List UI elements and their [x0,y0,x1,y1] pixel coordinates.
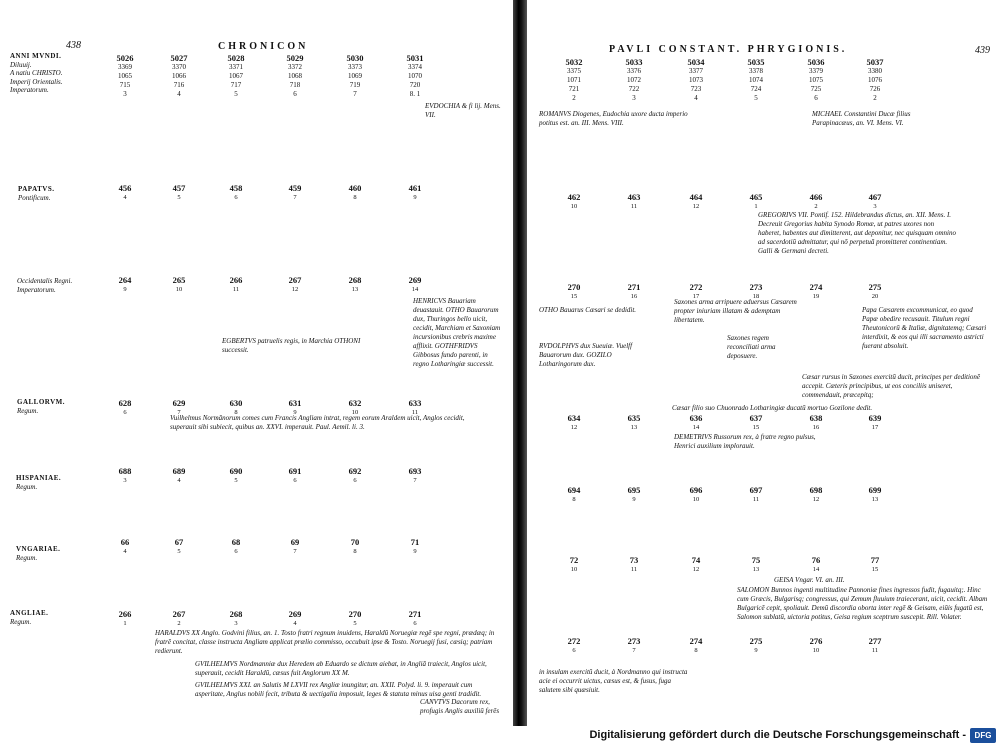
regnal-cell: 15 [752,424,760,431]
header-cell: 3378 [749,67,763,75]
regnal-cell: 8 [353,548,357,555]
year-cell: 76 [811,555,821,565]
header-cell: 5 [234,90,238,98]
year-cell: 465 [749,192,763,202]
left-running-head: CHRONICON [218,41,309,52]
year-cell: 696 [689,485,703,495]
year-cell: 67 [174,537,184,547]
regnal-cell: 6 [234,548,238,555]
regnal-cell: 4 [123,548,127,555]
header-cell: 1074 [749,76,763,84]
header-cell: 3379 [809,67,823,75]
header-cell: 3 [632,94,636,102]
header-cell: 2 [873,94,877,102]
year-cell: 458 [229,183,243,193]
regnal-cell: 6 [413,620,417,627]
year-cell: 633 [408,398,422,408]
header-cell: 1073 [689,76,703,84]
note-gregorius: GREGORIVS VII. Pontif. 152. Hildebrandus dictus, an. XII. Mens. I. Decreuit Gregorius habita Synodo Romæ, ut patres uxores non haberet, habentes aut dimitterent, aut deponitur, nec quisquam omnino ad sacerdotiū admittatur, qui nō perpetuā promitteret continentiam. Galli & Germani decreti. [758,211,956,255]
year-cell: 268 [229,609,243,619]
header-cell: 718 [289,81,301,89]
label-diluvii: Diluuij. [10,60,32,69]
year-cell: 637 [749,413,763,423]
header-cell: 5030 [346,53,364,63]
year-cell: 267 [288,275,302,285]
year-cell: 690 [229,466,243,476]
year-cell: 274 [689,636,703,646]
note-caesar-rursus: Cæsar rursus in Saxones exercitū ducit, principes per deditionē accepit. Cæteris principibus, ut eos conciliis uniseret, commendauit, præcepitq; [802,373,981,399]
regnal-cell: 13 [630,424,638,431]
year-cell: 460 [348,183,362,193]
regnal-cell: 4 [293,620,297,627]
row-papatus-label: PAPATVS. Pontificum. [18,185,55,202]
regnal-cell: 6 [353,477,357,484]
year-cell: 69 [290,537,300,547]
year-cell: 689 [172,466,186,476]
header-cell: 3 [123,90,127,98]
regnal-cell: 10 [812,647,820,654]
note-eudochia: EVDOCHIA & fi lij. Mens. VII. [425,102,501,119]
regnal-cell: 12 [692,566,700,573]
regnal-cell: 12 [692,203,700,210]
regnal-cell: 16 [630,293,638,300]
note-vuilhelmus: Vuilhelmus Normānorum comes cum Francis Angliam intrat, regem eorum Araldem uicit, Anglos cecidit, superauit sibi subiecit, quibus an. XXVI. imperauit. Paul. Aemil. li. 3. [170,414,465,431]
regnal-cell: 9 [754,647,758,654]
year-cell: 68 [231,537,241,547]
note-guilhelmus-2: GVILHELMVS XXI. an Salutis M LXVII rex Angliæ inungitur, an. XXII. Polyd. li. 9. imperauit cum asperitate, Anglus nobili fecit, tributa & uectigalia imposuit, leges & statuta minus uisa genti tradidit. [195,681,482,698]
header-cell: 5037 [866,57,884,67]
note-egbertus: EGBERTVS patruelis regis, in Marchia OTHONI successit. [222,337,361,354]
regnal-cell: 8 [353,194,357,201]
regnal-cell: 14 [692,424,700,431]
regnal-cell: 8 [694,647,698,654]
header-cell: 5035 [747,57,765,67]
year-cell: 692 [348,466,362,476]
regnal-cell: 11 [871,647,879,654]
regnal-cell: 17 [871,424,879,431]
year-cell: 630 [229,398,243,408]
regnal-cell: 5 [177,194,181,201]
year-cell: 688 [118,466,132,476]
note-saxones: Saxones arma arripuere aduersus Cæsarem propter iniuriam illatam & ademptam libertatem. [674,298,797,324]
header-cell: 5033 [625,57,643,67]
year-cell: 275 [868,282,882,292]
left-page [0,0,513,726]
header-cell: 6 [814,94,818,102]
right-page [527,0,1000,726]
row-occidentalis-label: Occidentalis Regni. Imperatorum. [17,277,73,294]
regnal-cell: 13 [752,566,760,573]
regnal-cell: 7 [632,647,636,654]
regnal-cell: 6 [123,409,127,416]
regnal-cell: 12 [291,286,299,293]
header-cell: 1069 [348,72,362,80]
regnal-cell: 16 [812,424,820,431]
year-cell: 698 [809,485,823,495]
regnal-cell: 3 [123,477,127,484]
book-gutter [513,0,527,726]
header-cell: 8. 1 [409,90,421,98]
year-cell: 266 [118,609,132,619]
note-saxones-2: Saxones regem reconciliati arma deposuere. [727,334,776,360]
header-cell: 723 [690,85,702,93]
note-guilhelmus-1: GVILHELMVS Nordmanniæ dux Heredem ab Eduardo se dictum aiebat, in Angliā traiecit, Anglos uicit, superauit, cecidit Haraldū, cæsus fuit Anglorum XX M. [195,660,487,677]
regnal-cell: 12 [570,424,578,431]
header-cell: 3380 [868,67,882,75]
note-rudolphus: RVDOLPHVS dux Sueuiæ. Vuelff Bauarorum dux. GOZILO Lotharingorum dux. [539,342,633,368]
year-cell: 635 [627,413,641,423]
note-haraldus: HARALDVS XX Anglo. Godvini filius, an. 1. Tosto fratri regnum inuidens, Haraldū Noruegiæ regē spe regni, prædæq; in fratrē concitat, classe instructa Angliam applicat prælio commisso, occubuit ipse & Tosto. Noruegij fusi, cæsiq; patriam redierunt. [155,629,495,655]
header-cell: 4 [694,94,698,102]
year-cell: 629 [172,398,186,408]
year-cell: 271 [408,609,422,619]
header-cell: 3372 [288,63,302,71]
regnal-cell: 5 [234,477,238,484]
header-cell: 1068 [288,72,302,80]
year-cell: 266 [229,275,243,285]
regnal-cell: 9 [293,409,297,416]
header-cell: 725 [810,85,822,93]
year-cell: 463 [627,192,641,202]
year-cell: 277 [868,636,882,646]
note-papa: Papa Cæsarem excommunicat, eo quod Papæ obedire recusauit. Titulum regni Theutonicorū & Italiæ, dignitatemq; Cæsari interdixit, & eos qui illi sacramento astricti fuerant absoluit. [862,306,987,350]
year-cell: 269 [288,609,302,619]
header-labels [10,52,63,95]
header-cell: 1071 [567,76,581,84]
regnal-cell: 11 [752,496,760,503]
year-cell: 464 [689,192,703,202]
regnal-cell: 15 [570,293,578,300]
regnal-cell: 10 [175,286,183,293]
year-cell: 699 [868,485,882,495]
dfg-logo: DFG [970,728,996,743]
header-cell: 1070 [408,72,422,80]
header-cell: 5032 [565,57,583,67]
note-insulam: in insulam exercitū ducit, à Nordmanno qui instructa acie ei occurrit uictus, cæsus est, & fusus, fuga salutem sibi quæsiuit. [539,668,688,694]
regnal-cell: 11 [232,286,240,293]
regnal-cell: 8 [572,496,576,503]
header-cell: 7 [353,90,357,98]
year-cell: 72 [569,555,579,565]
year-cell: 271 [627,282,641,292]
year-cell: 695 [627,485,641,495]
regnal-cell: 11 [630,203,638,210]
year-cell: 462 [567,192,581,202]
note-demetrius: DEMETRIVS Russorum rex, à fratre regno pulsus, Henrici auxilium implorauit. [674,433,816,450]
regnal-cell: 10 [692,496,700,503]
year-cell: 457 [172,183,186,193]
label-a-natiu-christo: A natiu CHRISTO. [10,69,63,77]
regnal-cell: 10 [570,203,578,210]
regnal-cell: 9 [413,548,417,555]
header-cell: 1067 [229,72,243,80]
header-cell: 3370 [172,63,186,71]
header-cell: 1072 [627,76,641,84]
regnal-cell: 6 [572,647,576,654]
regnal-cell: 14 [411,286,419,293]
header-cell: 5028 [227,53,245,63]
year-cell: 697 [749,485,763,495]
header-cell: 3375 [567,67,581,75]
note-otho: OTHO Bauarus Cæsari se dedidit. [539,306,637,314]
header-cell: 5034 [687,57,705,67]
header-cell: 3369 [118,63,132,71]
year-cell: 634 [567,413,581,423]
header-cell: 5036 [807,57,825,67]
regnal-cell: 5 [353,620,357,627]
year-cell: 461 [408,183,422,193]
year-cell: 70 [350,537,360,547]
regnal-cell: 4 [123,194,127,201]
year-cell: 638 [809,413,823,423]
year-cell: 467 [868,192,882,202]
row-vngariae-label: VNGARIAE. Regum. [16,545,61,562]
year-cell: 272 [689,282,703,292]
header-cell: 5 [754,94,758,102]
row-hispaniae-label: HISPANIAE. Regum. [16,474,62,491]
year-cell: 270 [567,282,581,292]
regnal-cell: 6 [234,194,238,201]
year-cell: 693 [408,466,422,476]
year-cell: 691 [288,466,302,476]
regnal-cell: 9 [123,286,127,293]
year-cell: 272 [567,636,581,646]
header-cell: 720 [409,81,421,89]
header-cell: 721 [568,85,580,93]
note-caesar-filio: Cæsar filio suo Chuonrado Lotharingiæ ducatū mortuo Gozilone dedit. [672,404,873,412]
header-cell: 722 [628,85,640,93]
regnal-cell: 5 [177,548,181,555]
header-cell: 3371 [229,63,243,71]
header-cell: 724 [750,85,762,93]
header-cell: 4 [177,90,181,98]
regnal-cell: 18 [752,293,760,300]
year-cell: 267 [172,609,186,619]
regnal-cell: 15 [871,566,879,573]
regnal-cell: 14 [812,566,820,573]
regnal-cell: 11 [411,409,419,416]
right-running-head: PAVLI CONSTANT. PHRYGIONIS. [609,44,848,55]
year-cell: 636 [689,413,703,423]
note-salomon: SALOMON Bunnos ingenti multitudine Pannoniæ fines ingressos fudit, fugauitq;. Hinc cum Græcis, Bulgarisq; congressus, qui Zemum fluuium traiecerant, uicit, cecidit. Albam Bulgaricē cepit, spoliauit. Demū discordia oborta inter regē & Geisam, eiūis fugatū est, Salomon sublatū, uictoria potitus, Geisa regium sceptrum suscepit. Rill. Volater. [737,586,988,621]
header-cell: 1076 [868,76,882,84]
regnal-cell: 1 [123,620,127,627]
year-cell: 73 [629,555,639,565]
left-page-number: 438 [66,40,81,51]
year-cell: 66 [120,537,130,547]
regnal-cell: 8 [234,409,238,416]
year-cell: 274 [809,282,823,292]
year-cell: 265 [172,275,186,285]
regnal-cell: 3 [234,620,238,627]
label-imperatorum: Imperatorum. [10,86,49,94]
year-cell: 466 [809,192,823,202]
year-cell: 71 [410,537,420,547]
regnal-cell: 1 [754,203,758,210]
header-cell: 3374 [408,63,422,71]
year-cell: 275 [749,636,763,646]
header-cell: 715 [119,81,131,89]
regnal-cell: 10 [570,566,578,573]
regnal-cell: 4 [177,477,181,484]
header-cell: 5031 [406,53,424,63]
header-cell: 3373 [348,63,362,71]
header-cell: 716 [173,81,185,89]
regnal-cell: 17 [692,293,700,300]
regnal-cell: 9 [632,496,636,503]
right-page-number: 439 [975,45,990,56]
regnal-cell: 6 [293,477,297,484]
year-cell: 628 [118,398,132,408]
year-cell: 456 [118,183,132,193]
regnal-cell: 9 [413,194,417,201]
year-cell: 273 [749,282,763,292]
year-cell: 75 [751,555,761,565]
regnal-cell: 7 [293,548,297,555]
regnal-cell: 3 [873,203,877,210]
note-romanus: ROMANVS Diogenes, Eudochia uxore ducta imperio potitus est. an. III. Mens. VIII. [539,110,688,127]
year-cell: 631 [288,398,302,408]
regnal-cell: 7 [413,477,417,484]
regnal-cell: 19 [812,293,820,300]
header-cell: 6 [293,90,297,98]
header-cell: 5026 [116,53,134,63]
regnal-cell: 7 [177,409,181,416]
year-cell: 77 [870,555,880,565]
year-cell: 276 [809,636,823,646]
footer-credit: Digitalisierung gefördert durch die Deutsche Forschungsgemeinschaft - [589,729,966,741]
header-cell: 1065 [118,72,132,80]
regnal-cell: 2 [814,203,818,210]
year-cell: 632 [348,398,362,408]
regnal-cell: 11 [630,566,638,573]
regnal-cell: 13 [871,496,879,503]
regnal-cell: 7 [293,194,297,201]
regnal-cell: 12 [812,496,820,503]
regnal-cell: 20 [871,293,879,300]
header-cell: 5029 [286,53,304,63]
note-geisa: GEISA Vngar. VI. an. III. [774,576,845,584]
year-cell: 639 [868,413,882,423]
year-cell: 269 [408,275,422,285]
year-cell: 74 [691,555,701,565]
regnal-cell: 13 [351,286,359,293]
year-cell: 459 [288,183,302,193]
header-cell: 1075 [809,76,823,84]
year-cell: 264 [118,275,132,285]
year-cell: 270 [348,609,362,619]
footer-bar [0,726,1000,746]
note-canutus: CANVTVS Dacorum rex, profugis Anglis auxiliū ferēs [420,698,500,715]
header-cell: 3376 [627,67,641,75]
label-imperii-orientalis: Imperij Orientalis. [10,77,63,86]
row-angliae-label: ANGLIAE. Regum. [10,609,49,626]
header-cell: 3377 [689,67,703,75]
header-cell: 2 [572,94,576,102]
regnal-cell: 2 [177,620,181,627]
header-cell: 726 [869,85,881,93]
note-henricus: HENRICVS Bauariam deuastauit. OTHO Bauarorum dux, Thuringos bello uicit, cecidit, Marchiam et Saxoniam incursionibus crebris maxime afflixit. GOTHFRIDVS Gibbosus fundo parenti, in regno Lotharingiæ successit. [413,297,501,368]
header-cell: 717 [230,81,242,89]
regnal-cell: 10 [351,409,359,416]
row-gallorum-label: GALLORVM. Regum. [17,398,66,415]
year-cell: 273 [627,636,641,646]
year-cell: 268 [348,275,362,285]
note-michael: MICHAEL Constantini Ducæ filius Parapinacæus, an. VI. Mens. VI. [812,110,911,127]
header-cell: 719 [349,81,361,89]
year-cell: 694 [567,485,581,495]
label-anni-mundi: ANNI MVNDI. [10,52,62,60]
header-cell: 5027 [170,53,188,63]
header-cell: 1066 [172,72,186,80]
